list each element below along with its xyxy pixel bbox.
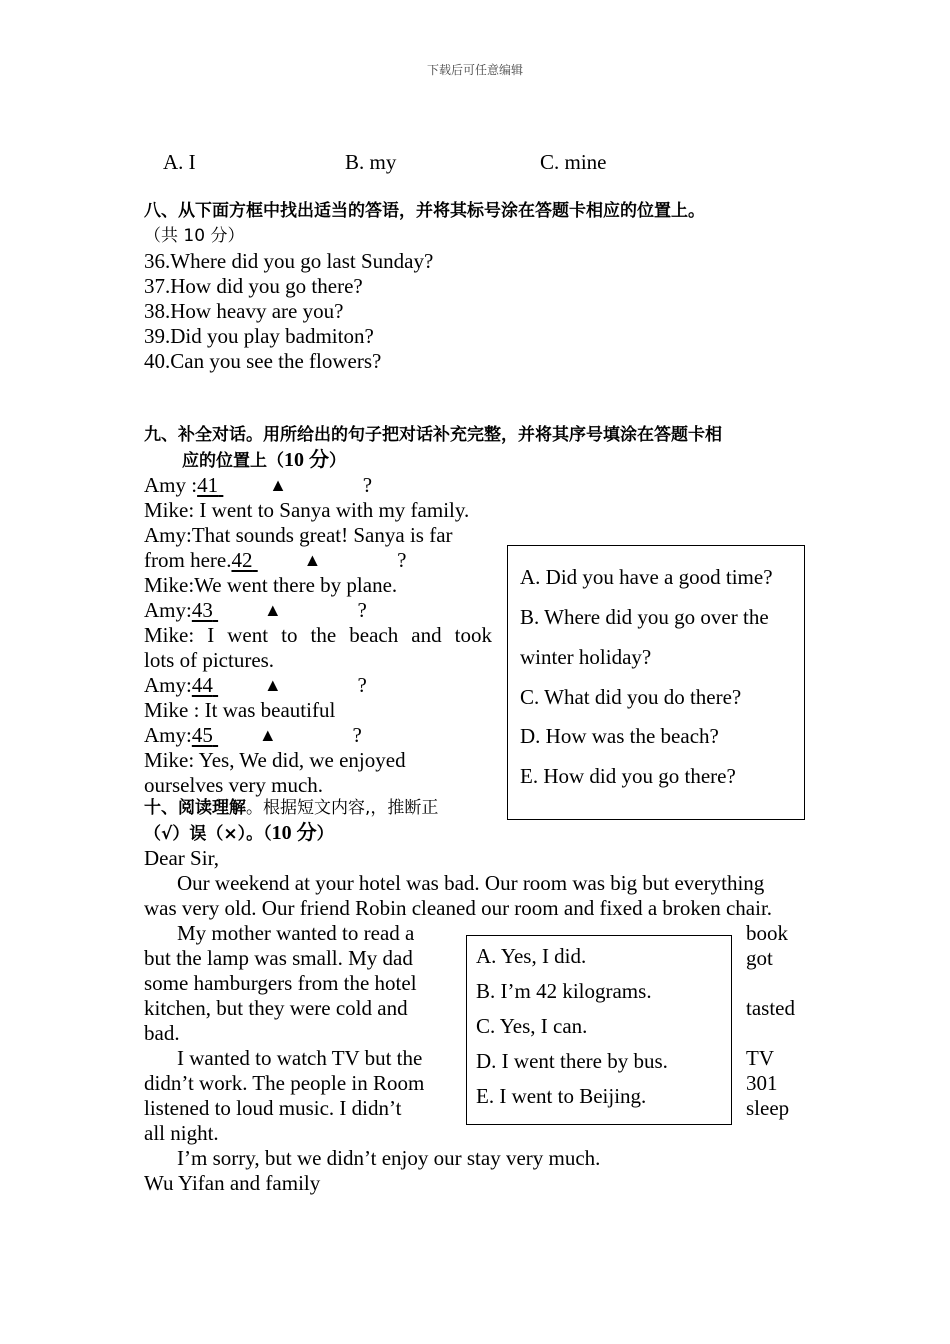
dialogue-amy-45: Amy:45 ▲ ? [144,723,362,747]
option-c: C. mine [540,150,607,174]
letter-word-got: got [746,946,773,970]
letter-p3-line3: listened to loud music. I didn’t [144,1096,402,1120]
letter-p3-line2: didn’t work. The people in Room [144,1071,425,1095]
question-37: 37.How did you go there? [144,274,363,298]
dialogue-option-a: A. Did you have a good time? [520,565,773,589]
letter-p2-line3: some hamburgers from the hotel [144,971,417,995]
sec8-score: （共 10 分） [144,226,245,246]
answer-options-box [466,935,732,1125]
dialogue-mike-3: Mike: I went to the beach and took [144,623,492,647]
question-39: 39.Did you play badmiton? [144,324,374,348]
page-header: 下载后可任意编辑 [426,63,523,77]
dialogue-option-b-cont: winter holiday? [520,645,652,669]
sec10-title-2: （√）误（×）。（10 分） [144,822,334,844]
letter-p2-line4: kitchen, but they were cold and [144,996,408,1020]
dialogue-amy-2: Amy:That sounds great! Sanya is far [144,523,453,547]
sec9-title-2: 应的位置上（10 分） [182,449,346,471]
question-36: 36.Where did you go last Sunday? [144,249,434,273]
letter-word-tv: TV [746,1046,774,1070]
dialogue-amy-42: from here.42 ▲ ? [144,548,407,572]
sec8-title: 八、从下面方框中找出适当的答语，并将其标号涂在答题卡相应的位置上。 [144,201,705,221]
dialogue-option-d: D. How was the beach? [520,724,719,748]
letter-word-book: book [746,921,788,945]
letter-p4: I’m sorry, but we didn’t enjoy our stay very much. [177,1146,601,1170]
dialogue-amy-43: Amy:43 ▲ ? [144,598,367,622]
answer-option-c: C. Yes, I can. [476,1014,588,1038]
dialogue-option-b: B. Where did you go over the [520,605,769,629]
letter-p2-line5: bad. [144,1021,180,1045]
letter-word-301: 301 [746,1071,778,1095]
answer-option-e: E. I went to Beijing. [476,1084,647,1108]
answer-option-a: A. Yes, I did. [476,944,587,968]
sec9-title: 九、补全对话。用所给出的句子把对话补充完整，并将其序号填涂在答题卡相 [144,425,722,445]
dialogue-mike-1: Mike: I went to Sanya with my family. [144,498,470,522]
dialogue-amy-41: Amy :41 ▲ ? [144,473,373,497]
letter-p3-line4: all night. [144,1121,219,1145]
dialogue-option-e: E. How did you go there? [520,764,736,788]
letter-p2-line1: My mother wanted to read a [177,921,415,945]
question-38: 38.How heavy are you? [144,299,344,323]
answer-option-b: B. I’m 42 kilograms. [476,979,652,1003]
letter-p1-line1: Our weekend at your hotel was bad. Our room was big but everything [177,871,765,895]
dialogue-mike-2: Mike:We went there by plane. [144,573,398,597]
dialogue-option-c: C. What did you do there? [520,685,742,709]
letter-word-tasted: tasted [746,996,795,1020]
dialogue-mike-5b: ourselves very much. [144,773,324,797]
letter-p3-line1: I wanted to watch TV but the [177,1046,423,1070]
dialogue-mike-3b: lots of pictures. [144,648,275,672]
letter-word-sleep: sleep [746,1096,790,1120]
option-b: B. my [345,150,397,174]
letter-p2-line2: but the lamp was small. My dad [144,946,413,970]
answer-option-d: D. I went there by bus. [476,1049,668,1073]
sec10-title: 十、阅读理解。根据短文内容,，推断正 [144,798,439,818]
letter-p1-line2: was very old. Our friend Robin cleaned our room and fixed a broken chair. [144,896,773,920]
dialogue-options-box [507,545,805,820]
option-a: A. I [163,150,196,174]
dialogue-mike-5: Mike: Yes, We did, we enjoyed [144,748,406,772]
dialogue-amy-44: Amy:44 ▲ ? [144,673,367,697]
question-40: 40.Can you see the flowers? [144,349,382,373]
letter-signature: Wu Yifan and family [144,1171,321,1195]
letter-greeting: Dear Sir, [144,846,219,870]
dialogue-mike-4: Mike : It was beautiful [144,698,336,722]
